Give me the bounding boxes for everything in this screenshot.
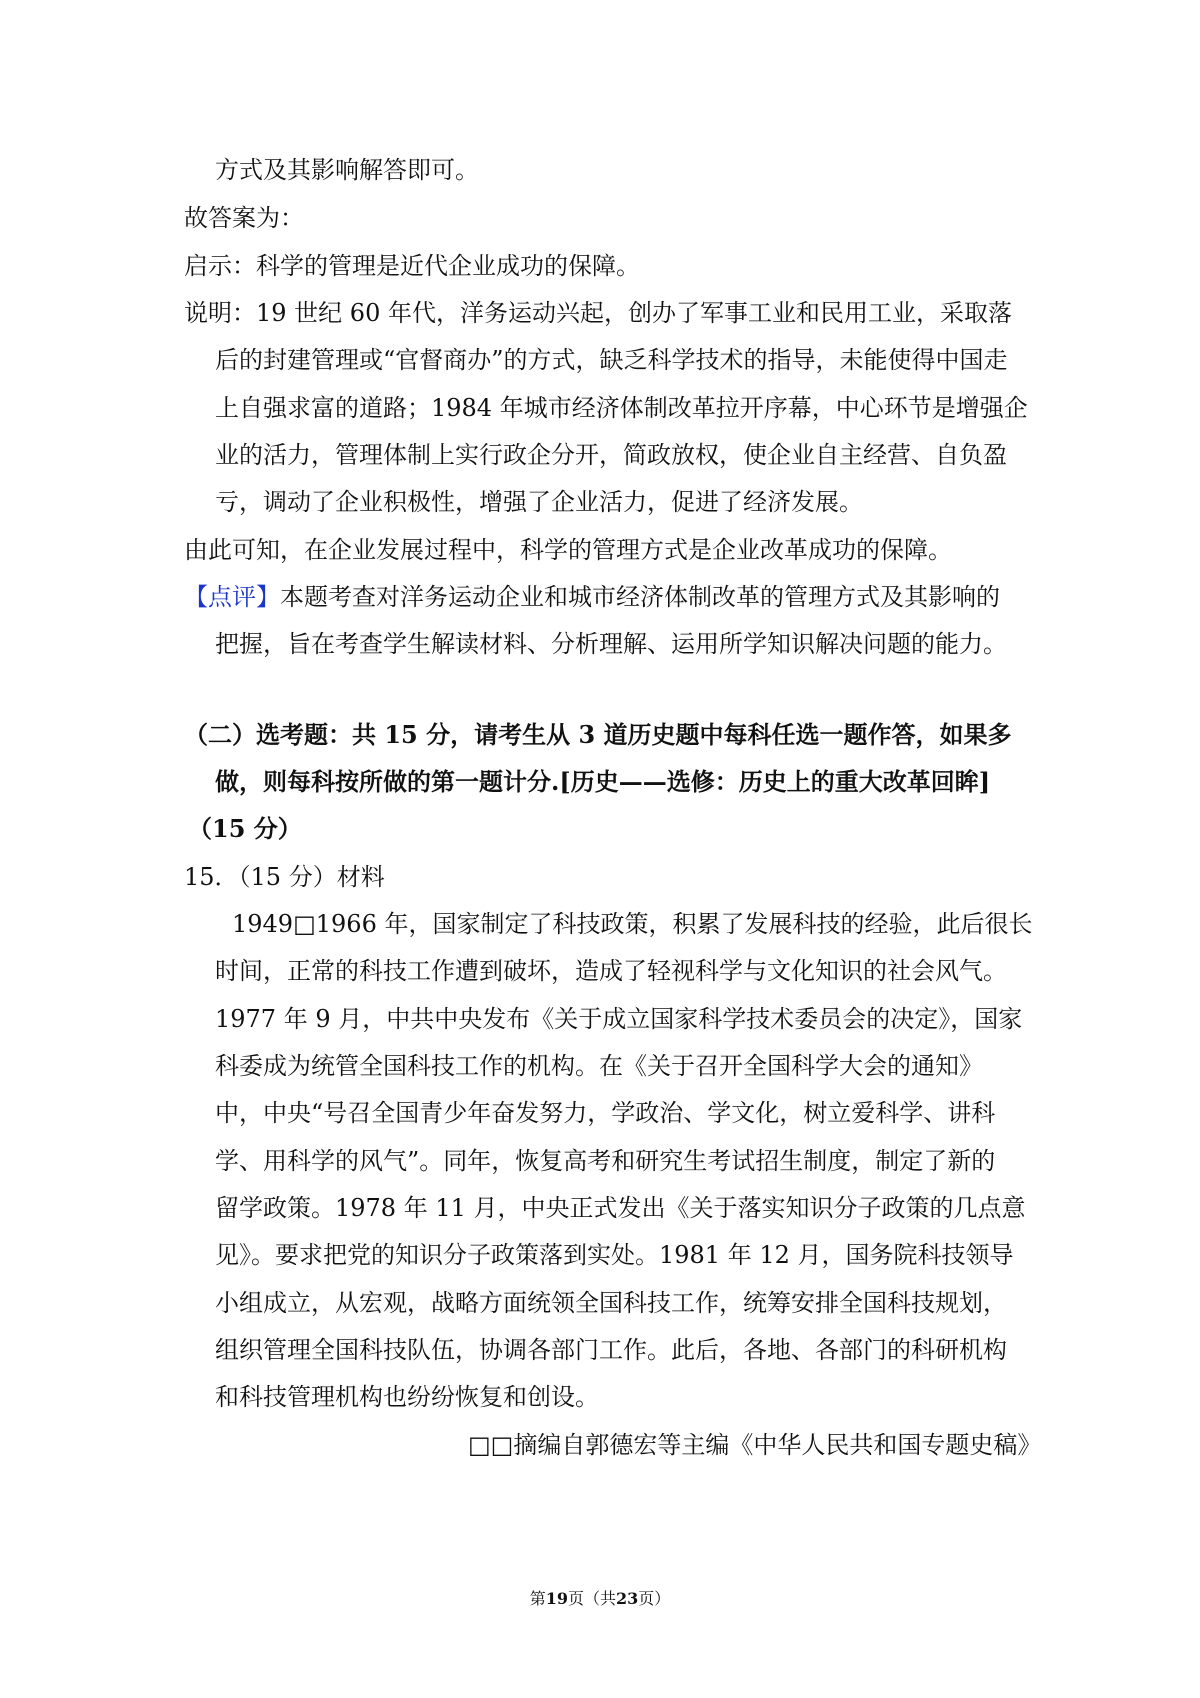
material-line: 组织管理全国科技队伍，协调各部门工作。此后，各地、各部门的科研机构 bbox=[215, 1336, 1007, 1364]
comment-line bbox=[184, 580, 1000, 614]
footer-page-number: 19 bbox=[545, 1589, 568, 1608]
material-line: 学、用科学的风气”。同年，恢复高考和研究生考试招生制度，制定了新的 bbox=[215, 1147, 996, 1175]
page-footer bbox=[0, 1588, 1200, 1610]
answer-intro: 故答案为： bbox=[184, 204, 304, 232]
answer-shuoming-line: 说明：19 世纪 60 年代，洋务运动兴起，创办了军事工业和民用工业，采取落 bbox=[184, 299, 1012, 327]
footer-text: 页（共 bbox=[567, 1589, 616, 1608]
section-heading: （二）选考题：共 15 分，请考生从 3 道历史题中每科任选一题作答，如果多 bbox=[184, 720, 1012, 749]
section-heading: 做，则每科按所做的第一题计分.[历史——选修：历史上的重大改革回眸] bbox=[215, 767, 991, 796]
material-line: 1949□1966 年，国家制定了科技政策，积累了发展科技的经验，此后很长 bbox=[232, 910, 1033, 938]
material-line: 1977 年 9 月，中共中央发布《关于成立国家科学技术委员会的决定》，国家 bbox=[215, 1005, 1023, 1033]
material-line: 见》。要求把党的知识分子政策落到实处。1981 年 12 月，国务院科技领导 bbox=[215, 1241, 1014, 1269]
material-line: 中，中央“号召全国青少年奋发努力，学政治、学文化，树立爱科学、讲科 bbox=[215, 1099, 996, 1127]
material-line: 和科技管理机构也纷纷恢复和创设。 bbox=[215, 1383, 599, 1411]
material-line: 小组成立，从宏观，战略方面统领全国科技工作，统筹安排全国科技规划， bbox=[215, 1289, 1007, 1317]
material-line: 科委成为统管全国科技工作的机构。在《关于召开全国科学大会的通知》 bbox=[215, 1052, 983, 1080]
question-header: 15．（15 分）材料 bbox=[184, 863, 385, 891]
comment-tag: 【点评】 bbox=[184, 583, 280, 611]
material-line: 留学政策。1978 年 11 月，中央正式发出《关于落实知识分子政策的几点意 bbox=[215, 1194, 1026, 1222]
comment-text: 本题考查对洋务运动企业和城市经济体制改革的管理方式及其影响的 bbox=[280, 583, 1000, 611]
material-source: □□摘编自郭德宏等主编《中华人民共和国专题史稿》 bbox=[468, 1431, 1042, 1459]
analysis-line: 方式及其影响解答即可。 bbox=[215, 156, 479, 184]
footer-text: 页） bbox=[638, 1589, 671, 1608]
section-heading: （15 分） bbox=[188, 814, 302, 843]
footer-text: 第 bbox=[529, 1589, 546, 1608]
answer-qishi: 启示：科学的管理是近代企业成功的保障。 bbox=[184, 252, 640, 280]
footer-total-pages: 23 bbox=[616, 1589, 639, 1608]
answer-shuoming-line: 亏，调动了企业积极性，增强了企业活力，促进了经济发展。 bbox=[215, 488, 863, 516]
answer-conclusion: 由此可知，在企业发展过程中，科学的管理方式是企业改革成功的保障。 bbox=[184, 536, 952, 564]
comment-line: 把握，旨在考查学生解读材料、分析理解、运用所学知识解决问题的能力。 bbox=[215, 630, 1007, 658]
material-line: 时间，正常的科技工作遭到破坏，造成了轻视科学与文化知识的社会风气。 bbox=[215, 957, 1007, 985]
answer-shuoming-line: 上自强求富的道路；1984 年城市经济体制改革拉开序幕，中心环节是增强企 bbox=[215, 394, 1028, 422]
answer-shuoming-line: 后的封建管理或“官督商办”的方式，缺乏科学技术的指导，未能使得中国走 bbox=[215, 346, 1008, 374]
answer-shuoming-line: 业的活力，管理体制上实行政企分开，简政放权，使企业自主经营、自负盈 bbox=[215, 441, 1007, 469]
